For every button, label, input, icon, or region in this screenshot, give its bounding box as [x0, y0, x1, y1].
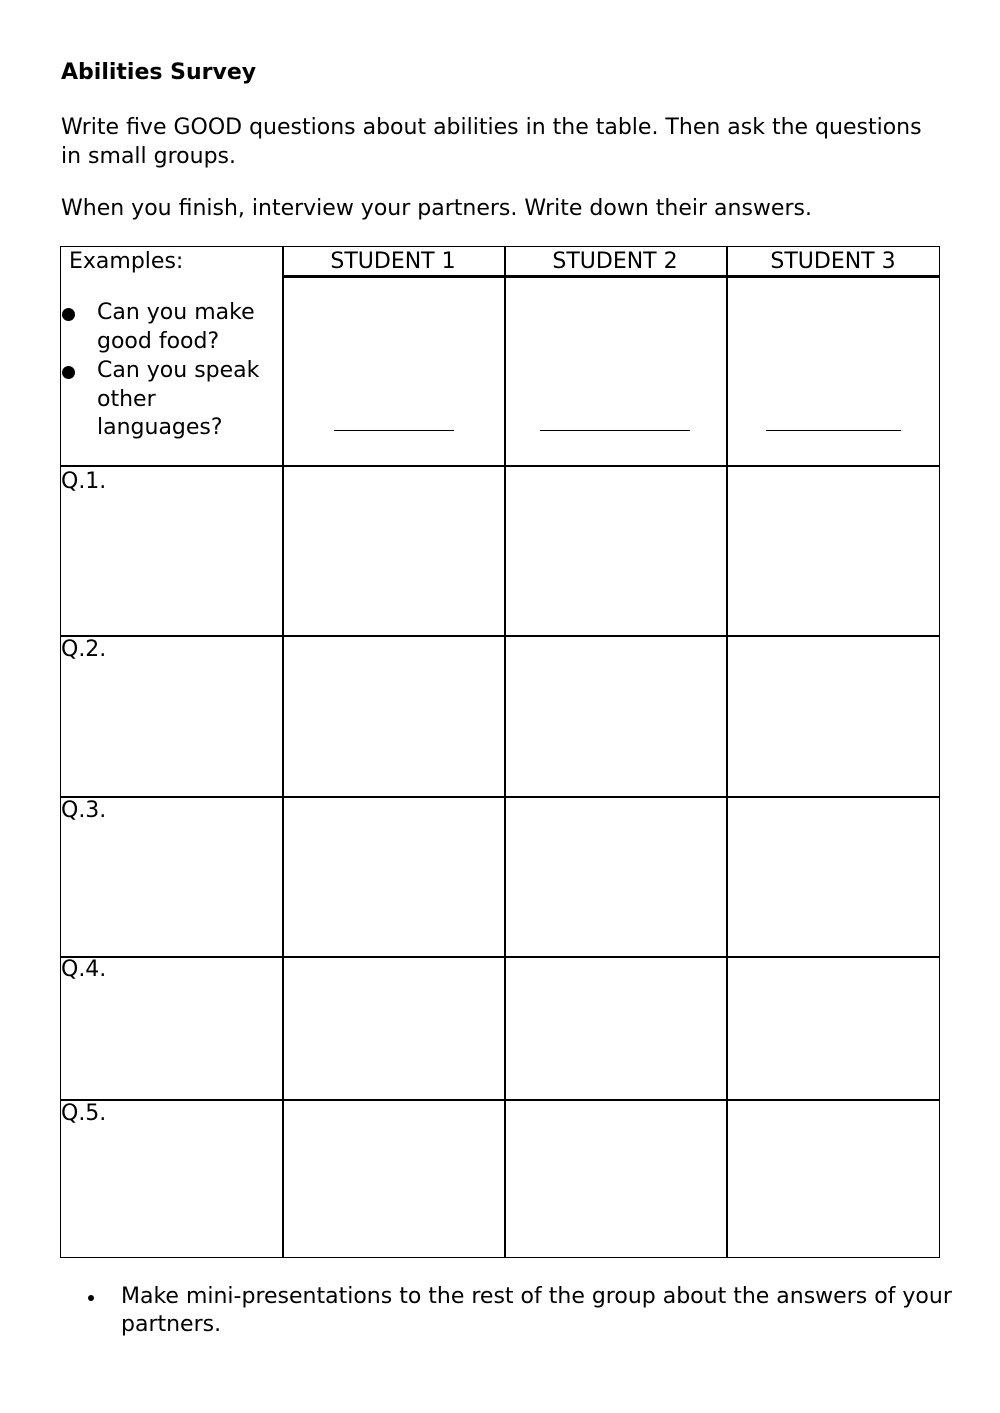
student-1-example-cell — [282, 246, 506, 467]
student-2-example-cell — [504, 246, 728, 467]
bullet-dot-icon — [62, 366, 75, 379]
question-label: Q.2. — [61, 637, 107, 662]
question-label: Q.1. — [61, 469, 107, 494]
question-label: Q.3. — [61, 798, 107, 823]
student-3-example-cell — [726, 246, 940, 467]
footer-note-text: Make mini-presentations to the rest of the group about the answers of your partners. — [121, 1284, 952, 1337]
answer-cell[interactable] — [504, 796, 728, 958]
answer-cell[interactable] — [504, 465, 728, 637]
answer-cell[interactable] — [282, 635, 506, 798]
worksheet-title: Abilities Survey — [61, 60, 257, 85]
question-label: Q.5. — [61, 1101, 107, 1126]
instruction-1: Write five GOOD questions about abilities in the table. Then ask the questions in small groups. — [61, 115, 922, 169]
answer-cell[interactable] — [726, 956, 940, 1101]
answer-cell[interactable] — [726, 465, 940, 637]
answer-blank-student-2[interactable] — [540, 430, 690, 431]
bullet-dot-icon — [62, 308, 75, 321]
answer-cell[interactable] — [282, 796, 506, 958]
question-label: Q.4. — [61, 957, 107, 982]
answer-cell[interactable] — [282, 956, 506, 1101]
answer-blank-student-3[interactable] — [766, 430, 901, 431]
answer-blank-student-1[interactable] — [334, 430, 454, 431]
example-text: Can you make good food? — [97, 300, 255, 354]
instruction-2: When you finish, interview your partners. Write down their answers. — [61, 196, 812, 221]
answer-cell[interactable] — [504, 1099, 728, 1258]
answer-cell[interactable] — [504, 635, 728, 798]
answer-cell[interactable] — [504, 956, 728, 1101]
bullet-dot-icon — [88, 1295, 94, 1301]
examples-label: Examples: — [69, 249, 184, 274]
answer-cell[interactable] — [726, 1099, 940, 1258]
answer-cell[interactable] — [282, 465, 506, 637]
column-header-student-3: STUDENT 3 — [770, 249, 896, 274]
example-text: Can you speak other languages? — [97, 358, 260, 440]
answer-cell[interactable] — [282, 1099, 506, 1258]
column-header-student-2: STUDENT 2 — [552, 249, 678, 274]
answer-cell[interactable] — [726, 635, 940, 798]
answer-cell[interactable] — [726, 796, 940, 958]
column-header-student-1: STUDENT 1 — [330, 249, 456, 274]
